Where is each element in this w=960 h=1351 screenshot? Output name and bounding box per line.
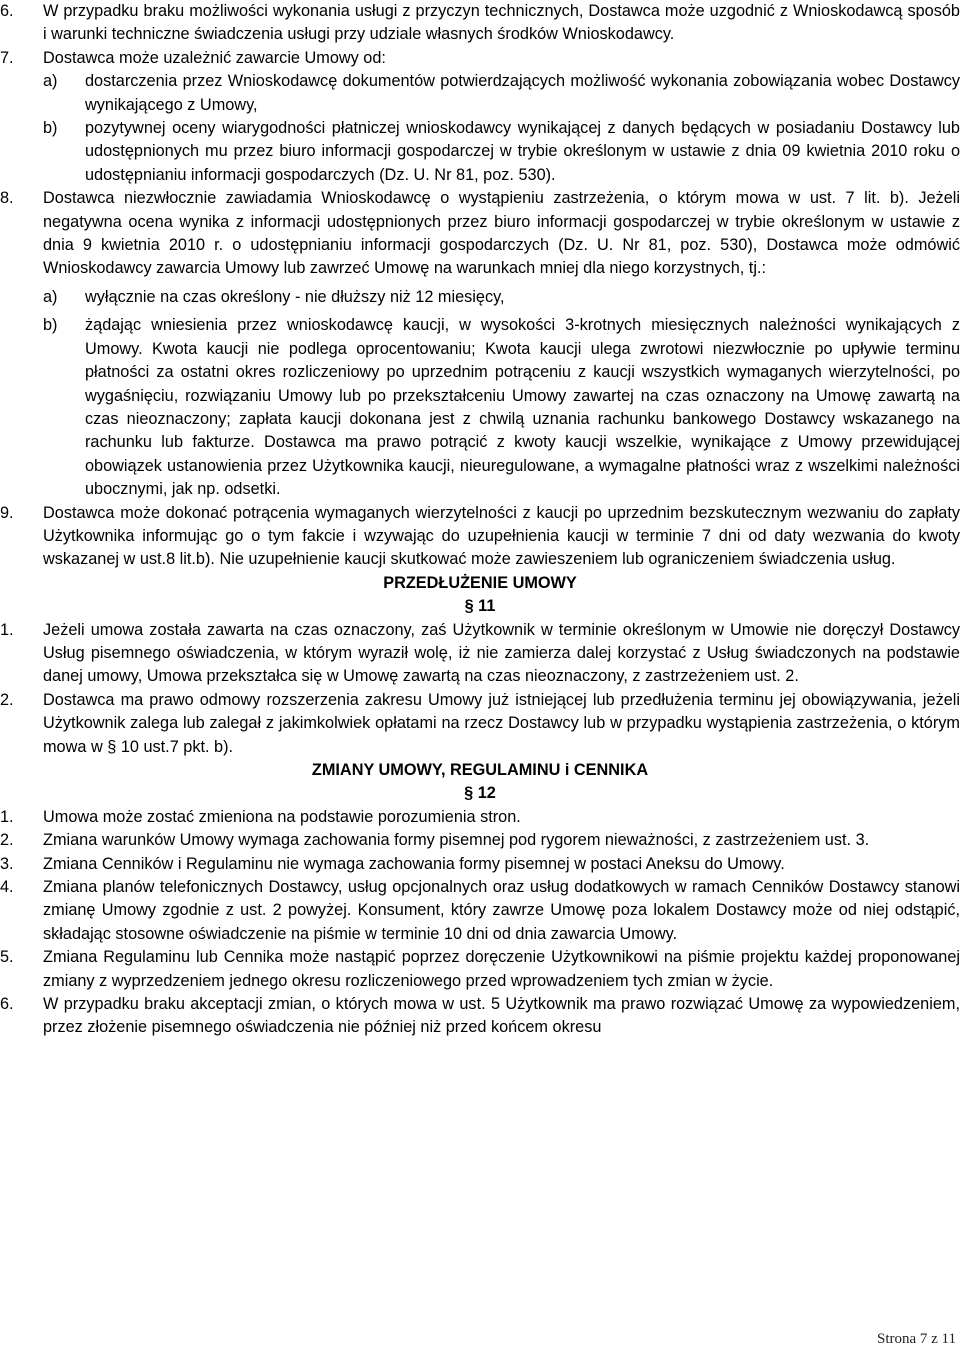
item-text: Zmiana planów telefonicznych Dostawcy, usług opcjonalnych oraz usług dodatkowych w ramach Cenników Dostawcy stanowi zmianę Umowy zgodnie z ust. 2 powyżej. Konsument, który zawrze Umowę poza lokalem Dostawcy może od niej odstąpić, składając stosowne oświadczenie na piśmie w terminie 10 dni od dnia zawarcia Umowy. [43,878,960,943]
sub-item-text: wyłącznie na czas określony - nie dłuższy niż 12 miesięcy, [85,287,505,306]
list-item [0,946,960,993]
item-text: W przypadku braku akceptacji zmian, o których mowa w ust. 5 Użytkownik ma prawo rozwiązać Umowę za wypowiedzeniem, przez złożenie pisemnego oświadczenia nie później niż przed końcem okresu [43,995,960,1037]
item-number: 6. [0,995,14,1014]
list-item [0,876,960,946]
list-item [0,502,960,572]
sub-item-text: dostarczenia przez Wnioskodawcę dokumentów potwierdzających możliwość wykonania zobowiązania wobec Dostawcy wynikającego z Umowy, [85,72,960,114]
item-text: Umowa może zostać zmieniona na podstawie porozumienia stron. [43,807,521,826]
item-number: 3. [0,854,14,873]
sub-item [43,286,960,309]
item-number: 1. [0,807,14,826]
item-number: 5. [0,948,14,967]
sub-item [43,70,960,117]
item-intro: Dostawca niezwłocznie zawiadamia Wnioskodawcę o wystąpieniu zastrzeżenia, o którym mowa w ust. 7 lit. b). Jeżeli negatywna ocena wynika z informacji udostępnionych przez biuro informacji gospodarczej w trybie określonym w ustawie z dnia 9 kwietnia 2010 r. o udostępnianiu informacji gospodarczych (Dz. U. Nr 81, poz. 530), Dostawca może odmówić Wnioskodawcy zawarcia Umowy lub zawrzeć Umowę na warunkach mniej dla niego korzystnych, tj.: [43,189,960,278]
sub-item-label: a) [43,72,58,91]
item-intro: Dostawca może uzależnić zawarcie Umowy od: [43,48,386,67]
item-text: Dostawca ma prawo odmowy rozszerzenia zakresu Umowy już istniejącej lub przedłużenia terminu jej obowiązywania, jeżeli Użytkownik zalega lub zalegał z jakimkolwiek opłatami na rzecz Dostawcy lub w przypadku wystąpienia zastrzeżenia, o którym mowa w § 10 ust.7 pkt. b). [43,690,960,756]
sub-item-text: żądając wniesienia przez wnioskodawcę kaucji, w wysokości 3-krotnych miesięcznych należności wynikających z Umowy. Kwota kaucji nie podlega oprocentowaniu; Kwota kaucji ulega zwrotowi niezwłocznie po upływie terminu płatności za ostatni okres rozliczeniowy po uprzednim potrąceniu z kaucji wszystkich wymaganych wierzytelności, po wygaśnięciu, rozwiązaniu Umowy lub po przekształceniu Umowy zawartej na czas oznaczony na Umowę zawartą na czas nieoznaczony; zapłata kaucji dokonana jest z chwilą uznania rachunku bankowego Dostawcy wskazanego na rachunku lub fakturze. Dostawca ma prawo potrącić z kwoty kaucji wszelkie, wynikające z Umowy przewidującej obowiązek ustanowienia przez Użytkownika kaucji, nieuregulowane, a wymagalne płatności wraz z wszelkimi należności ubocznymi, jak np. odsetki. [85,316,960,499]
section-heading: PRZEDŁUŻENIE UMOWY [383,573,577,592]
item-text: Zmiana Regulaminu lub Cennika może nastąpić poprzez doręczenie Użytkownikowi na piśmie projektu każdej proponowanej zmiany z wyprzedzeniem jednego okresu rozliczeniowego przed wprowadzeniem tych zmian w życie. [43,948,960,990]
list-item [0,187,960,501]
list-item [0,829,960,852]
item-number: 2. [0,831,14,850]
item-number: 2. [0,690,14,709]
list-item [0,993,960,1040]
sub-item [43,314,960,501]
item-number: 7. [0,48,14,67]
list-item [0,47,960,187]
list-item [0,689,960,759]
item-text: Zmiana warunków Umowy wymaga zachowania formy pisemnej pod rygorem nieważności, z zastrzeżeniem ust. 3. [43,831,870,850]
list-item [0,853,960,876]
item-text [43,47,960,187]
sub-item [43,117,960,187]
sub-item-text: pozytywnej oceny wiarygodności płatniczej wnioskodawcy wynikającej z danych będących w posiadaniu Dostawcy lub udostępnionych mu przez biuro informacji gospodarczej w trybie określonym w ustawie z dnia 09 kwietnia 2010 roku o udostępnianiu informacji gospodarczych (Dz. U. Nr 81, poz. 530). [85,119,960,184]
item-number: 8. [0,189,14,208]
item-text: W przypadku braku możliwości wykonania usługi z przyczyn technicznych, Dostawca może uzgodnić z Wnioskodawcą sposób i warunki techniczne świadczenia usługi przy udziale własnych środków Wnioskodawcy. [43,2,960,44]
sub-item-label: a) [43,287,58,306]
sub-item-label: b) [43,119,58,138]
item-text: Jeżeli umowa została zawarta na czas oznaczony, zaś Użytkownik w terminie określonym w Umowie nie doręczył Dostawcy Usług pisemnego oświadczenia, w którym wyraził wolę, iż nie zamierza dalej korzystać z Usług świadczonych na podstawie danej umowy, Umowa przekształca się w Umowę zawartą na czas nieoznaczony, z zastrzeżeniem ust. 2. [43,620,960,686]
sub-item-label: b) [43,316,58,335]
item-number: 4. [0,878,14,897]
section-heading: ZMIANY UMOWY, REGULAMINU i CENNIKA [311,761,649,779]
item-number: 9. [0,503,14,522]
item-number: 6. [0,2,14,20]
item-text [43,187,960,501]
item-text: Zmiana Cenników i Regulaminu nie wymaga zachowania formy pisemnej w postaci Aneksu do Umowy. [43,854,785,873]
list-item [0,619,960,689]
list-item [0,806,960,829]
section-number: § 12 [464,784,496,803]
section-number: § 11 [464,597,496,616]
item-number: 1. [0,620,14,639]
list-item [0,0,960,47]
item-text: Dostawca może dokonać potrącenia wymaganych wierzytelności z kaucji po uprzednim bezskutecznym wezwaniu do zapłaty Użytkownika informując go o tym fakcie i wzywając do uzupełnienia kaucji w terminie 7 dni od daty wezwania do kwoty wskazanej w ust.8 lit.b). Nie uzupełnienie kaucji skutkować może zawieszeniem lub ograniczeniem świadczenia usług. [43,503,960,569]
page-footer: Strona 7 z 11 [876,1331,956,1347]
